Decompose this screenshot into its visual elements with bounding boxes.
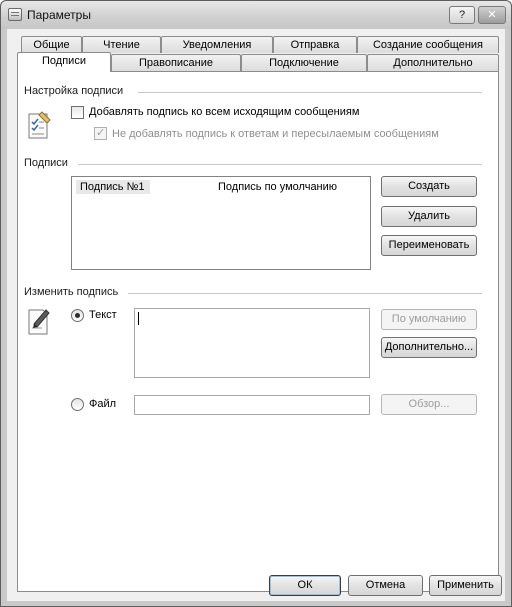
add-signature-label: Добавлять подпись ко всем исходящим сообщениям [89,106,360,118]
tab-advanced[interactable]: Дополнительно [367,54,499,71]
tab-spelling[interactable]: Правописание [111,54,241,71]
signatures-panel [17,71,499,592]
text-caret [138,312,139,325]
title-bar[interactable] [1,1,511,29]
tab-signatures[interactable]: Подписи [17,52,111,72]
tab-notifications[interactable]: Уведомления [161,36,273,53]
text-option-radio[interactable] [71,309,84,322]
no-reply-label: Не добавлять подпись к ответам и пересылаемым сообщениям [112,128,439,140]
tab-connection[interactable]: Подключение [241,54,367,71]
radio-selected-dot [75,313,80,318]
file-path-field[interactable] [134,395,370,415]
pen-icon [26,306,52,336]
tab-compose[interactable]: Создание сообщения [357,36,499,53]
help-button[interactable]: ? [449,6,475,24]
signature-settings-title: Настройка подписи [24,85,124,97]
signature-default-note: Подпись по умолчанию [218,181,338,193]
checklist-icon [26,110,52,140]
edit-signature-title: Изменить подпись [24,286,119,298]
tab-sending[interactable]: Отправка [273,36,357,53]
file-option-radio[interactable] [71,398,84,411]
signatures-list[interactable] [71,176,371,270]
app-icon [8,8,22,21]
default-button[interactable]: По умолчанию [381,309,477,330]
window-title: Параметры [27,8,91,22]
browse-button[interactable]: Обзор... [381,394,477,415]
file-option-label: Файл [89,398,117,410]
group-divider [128,293,482,294]
rename-button[interactable]: Переименовать [381,235,477,256]
no-reply-checkbox[interactable] [94,127,107,140]
signature-name[interactable]: Подпись №1 [80,181,145,193]
tab-read[interactable]: Чтение [82,36,161,53]
dialog-client [7,29,505,601]
checkmark-icon: ✓ [96,127,106,139]
text-option-label: Текст [89,309,117,321]
delete-button[interactable]: Удалить [381,206,477,227]
tab-general[interactable]: Общие [21,36,82,53]
ok-button[interactable]: ОК [269,575,341,596]
group-divider [138,92,482,93]
close-button[interactable]: ✕ [478,6,506,24]
group-divider [78,164,482,165]
signatures-title: Подписи [24,157,68,169]
signature-text-area[interactable] [134,308,370,378]
advanced-button[interactable]: Дополнительно... [381,337,477,358]
add-signature-checkbox[interactable] [71,106,84,119]
apply-button[interactable]: Применить [429,575,502,596]
create-button[interactable]: Создать [381,176,477,197]
cancel-button[interactable]: Отмена [348,575,423,596]
